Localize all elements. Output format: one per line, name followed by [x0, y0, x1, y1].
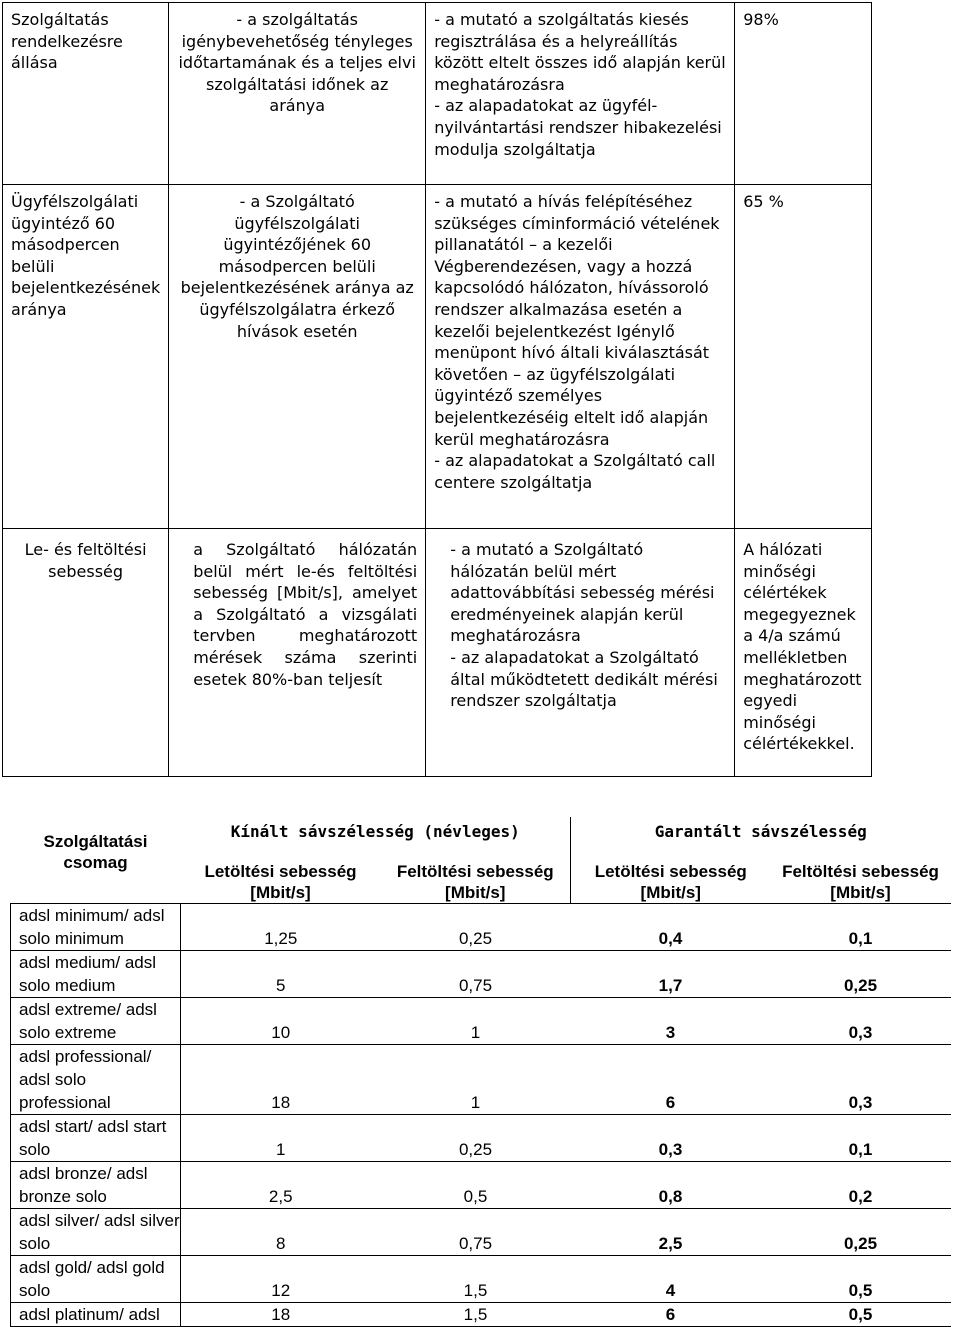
offered-upload-cell: 0,75 — [458, 1234, 493, 1253]
guaranteed-download-cell: 0,8 — [658, 1187, 683, 1206]
package-cell: adsl medium/ adsl solo medium — [11, 951, 181, 998]
guaranteed-upload-cell: 0,5 — [848, 1281, 873, 1300]
indicator-target: 65 % — [735, 185, 872, 529]
header-guaranteed-upload: Feltöltési sebesség [Mbit/s] — [782, 862, 939, 902]
offered-upload-cell: 0,25 — [458, 1140, 493, 1159]
guaranteed-download-cell: 0,4 — [658, 929, 683, 948]
indicator-method: - a mutató a szolgáltatás kiesés regisztrálása és a helyreállítás között eltelt összes idő alapján kerül meghatározásra - az alapadatokat az ügyfél-nyilvántartási rendszer hibakezelési modulja szolgáltatja — [434, 10, 726, 159]
guaranteed-upload-cell: 0,5 — [848, 1305, 873, 1324]
guaranteed-download-cell: 6 — [665, 1305, 676, 1324]
indicator-name: Ügyfélszolgálati ügyintéző 60 másodpercen belüli bejelentkezésének aránya — [3, 185, 169, 529]
indicator-target: A hálózati minőségi célértékek megegyeznek a 4/a számú mellékletben meghatározott egyedi minőségi célértékekkel. — [735, 529, 872, 777]
indicator-definition: a Szolgáltató hálózatán belül mért le-és feltöltési sebesség [Mbit/s], amelyet a Szolgáltató a vizsgálati tervben meghatározott mérések száma szerinti esetek 80%-ban teljesít — [193, 540, 418, 689]
header-offered-download: Letöltési sebesség [Mbit/s] — [204, 862, 357, 902]
offered-download-cell: 1,25 — [264, 929, 298, 948]
offered-upload-cell: 0,5 — [463, 1187, 488, 1206]
indicator-name: Szolgáltatás rendelkezésre állása — [3, 3, 169, 185]
offered-download-cell: 18 — [271, 1093, 291, 1112]
table-row — [11, 904, 951, 951]
guaranteed-download-cell: 4 — [665, 1281, 676, 1300]
guaranteed-upload-cell: 0,1 — [848, 929, 873, 948]
offered-download-cell: 1 — [276, 1140, 286, 1159]
package-cell: adsl platinum/ adsl — [11, 1303, 181, 1327]
table-row — [11, 1209, 951, 1256]
indicator-name: Le- és feltöltési sebesség — [3, 529, 169, 777]
offered-upload-cell: 0,75 — [458, 976, 493, 995]
indicator-method: - a mutató a Szolgáltató hálózatán belül mért adattovábbítási sebesség mérési eredményeinek alapján kerül meghatározásra - az alapadatokat a Szolgáltató által működtetett dedikált mérési rendszer szolgáltatja — [450, 540, 718, 711]
offered-download-cell: 2,5 — [268, 1187, 293, 1206]
package-cell: adsl extreme/ adsl solo extreme — [11, 998, 181, 1045]
offered-download-cell: 8 — [276, 1234, 286, 1253]
guaranteed-download-cell: 3 — [665, 1023, 676, 1042]
guaranteed-download-cell: 6 — [665, 1093, 676, 1112]
table-row — [11, 1045, 951, 1115]
offered-download-cell: 12 — [271, 1281, 291, 1300]
guaranteed-upload-cell: 0,3 — [848, 1093, 873, 1112]
package-cell: adsl minimum/ adsl solo minimum — [11, 904, 181, 951]
guaranteed-download-cell: 1,7 — [658, 976, 683, 995]
indicator-row-availability — [3, 3, 872, 185]
guaranteed-download-cell: 0,3 — [658, 1140, 683, 1159]
offered-upload-cell: 1,5 — [463, 1305, 488, 1324]
guaranteed-upload-cell: 0,2 — [848, 1187, 873, 1206]
bandwidth-table — [10, 817, 951, 1327]
guaranteed-download-cell: 2,5 — [658, 1234, 683, 1253]
table-row — [11, 1115, 951, 1162]
offered-upload-cell: 1,5 — [463, 1281, 488, 1300]
guaranteed-upload-cell: 0,25 — [843, 1234, 878, 1253]
indicator-method: - a mutató a hívás felépítéséhez szükséges címinformáció vételének pillanatától – a kezelői Végberendezésen, vagy a hozzá kapcsolódó hálózaton, hívássoroló rendszer alkalmazása esetén a kezelői bejelentkezést Igénylő menüpont hívó általi kiválasztását követően – az ügyfélszolgálati ügyintéző személyes bejelentkezéséig eltelt idő alapján kerül meghatározásra - az alapadatokat a Szolgáltató call centere szolgáltatja — [434, 192, 720, 492]
header-offered-bandwidth: Kínált sávszélesség (névleges) — [230, 822, 520, 841]
table-row — [11, 1162, 951, 1209]
header-guaranteed-bandwidth: Garantált sávszélesség — [571, 817, 951, 861]
offered-upload-cell: 1 — [470, 1093, 481, 1112]
quality-indicator-table — [2, 2, 872, 777]
indicator-row-call-center — [3, 185, 872, 529]
table-row — [11, 951, 951, 998]
header-package: Szolgáltatási csomag — [43, 832, 148, 872]
header-guaranteed-download: Letöltési sebesség [Mbit/s] — [571, 861, 771, 904]
package-cell: adsl silver/ adsl silver solo — [11, 1209, 181, 1256]
indicator-definition: - a szolgáltatás igénybevehetőség tényleges időtartamának és a teljes elvi szolgáltatási időnek az aránya — [169, 3, 426, 185]
package-cell: adsl start/ adsl start solo — [11, 1115, 181, 1162]
guaranteed-upload-cell: 0,25 — [843, 976, 878, 995]
offered-upload-cell: 1 — [470, 1023, 481, 1042]
table-row — [11, 998, 951, 1045]
package-cell: adsl bronze/ adsl bronze solo — [11, 1162, 181, 1209]
guaranteed-upload-cell: 0,1 — [848, 1140, 873, 1159]
header-offered-upload: Feltöltési sebesség [Mbit/s] — [396, 862, 554, 902]
guaranteed-upload-cell: 0,3 — [848, 1023, 873, 1042]
package-cell: adsl gold/ adsl gold solo — [11, 1256, 181, 1303]
package-cell: adsl professional/ adsl solo professional — [11, 1045, 181, 1115]
indicator-target: 98% — [735, 3, 872, 185]
offered-download-cell: 10 — [271, 1023, 291, 1042]
indicator-definition: - a Szolgáltató ügyfélszolgálati ügyintézőjének 60 másodpercen belüli bejelentkezésének aránya az ügyfélszolgálatra érkező hívások esetén — [169, 185, 426, 529]
offered-upload-cell: 0,25 — [458, 929, 493, 948]
offered-download-cell: 5 — [276, 976, 286, 995]
offered-download-cell: 18 — [271, 1305, 291, 1324]
table-row — [11, 1256, 951, 1303]
indicator-row-speed — [3, 529, 872, 777]
